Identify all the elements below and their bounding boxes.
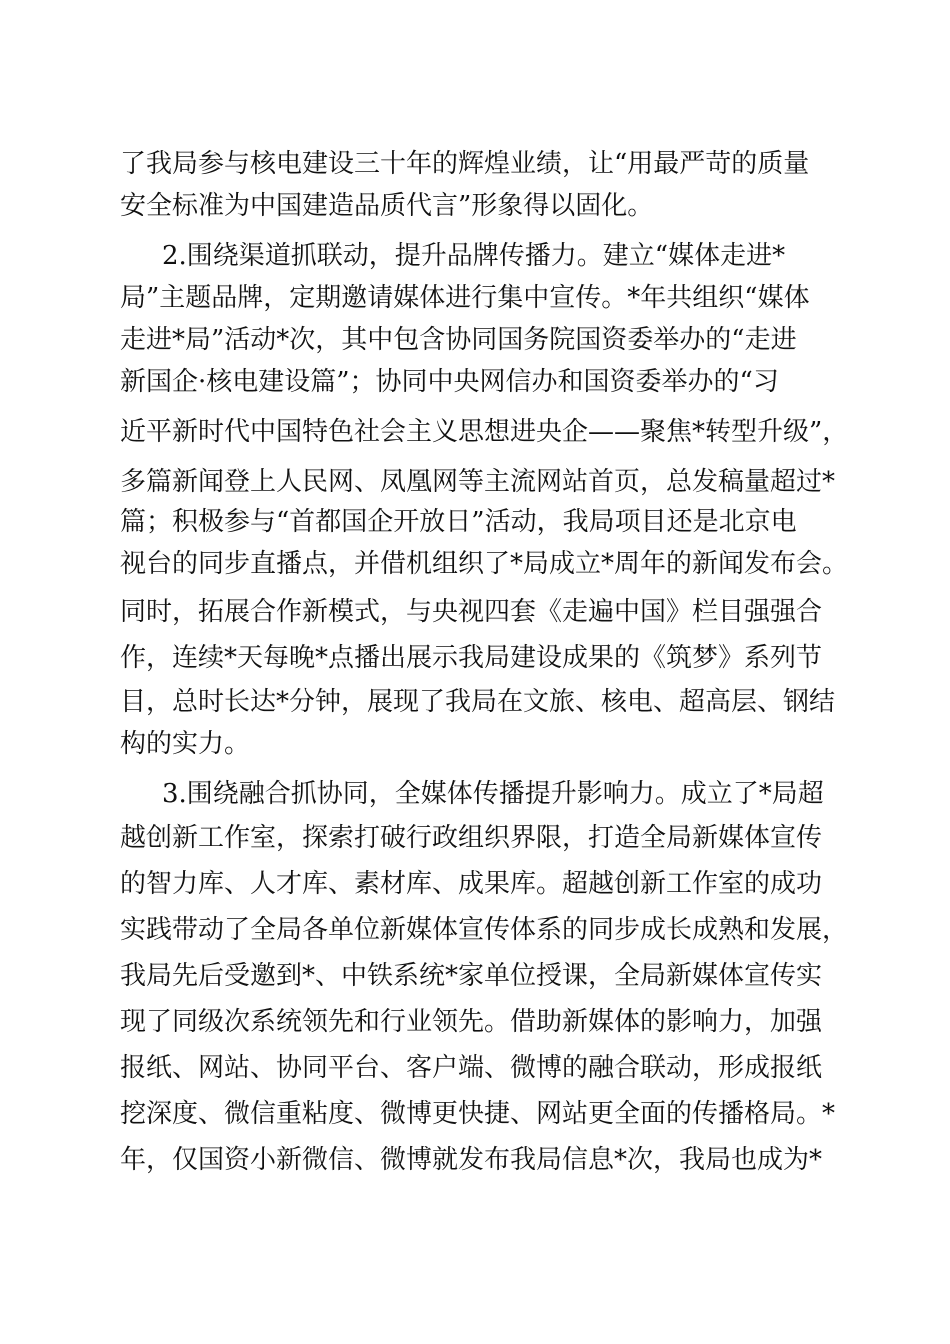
text-line: 视台的同步直播点，并借机组织了*局成立*周年的新闻发布会。	[120, 549, 849, 579]
text-line: 报纸、网站、协同平台、客户端、微博的融合联动，形成报纸	[120, 1053, 823, 1083]
text-line: 了我局参与核电建设三十年的辉煌业绩，让“用最严苛的质量	[120, 149, 810, 179]
text-line: 3.围绕融合抓协同，全媒体传播提升影响力。成立了*局超	[162, 779, 824, 809]
text-line: 实践带动了全局各单位新媒体宣传体系的同步成长成熟和发展，	[120, 915, 849, 945]
text-line: 现了同级次系统领先和行业领先。借助新媒体的影响力，加强	[120, 1007, 823, 1037]
text-line: 局”主题品牌，定期邀请媒体进行集中宣传。*年共组织“媒体	[120, 283, 810, 313]
text-line: 年，仅国资小新微信、微博就发布我局信息*次，我局也成为*	[120, 1145, 823, 1175]
text-line: 构的实力。	[120, 729, 251, 759]
text-line: 同时，拓展合作新模式，与央视四套《走遍中国》栏目强强合	[120, 597, 823, 627]
text-line: 多篇新闻登上人民网、凤凰网等主流网站首页，总发稿量超过*	[120, 467, 836, 497]
text-line: 篇；积极参与“首都国企开放日”活动，我局项目还是北京电	[120, 507, 797, 537]
text-line: 作，连续*天每晚*点播出展示我局建设成果的《筑梦》系列节	[120, 643, 823, 673]
text-line: 我局先后受邀到*、中铁系统*家单位授课，全局新媒体宣传实	[120, 961, 823, 991]
text-line: 越创新工作室，探索打破行政组织界限，打造全局新媒体宣传	[120, 823, 823, 853]
text-line: 2.围绕渠道抓联动，提升品牌传播力。建立“媒体走进*	[162, 241, 786, 271]
text-line: 安全标准为中国建造品质代言”形象得以固化。	[120, 191, 654, 221]
text-line: 新国企·核电建设篇”；协同中央网信办和国资委举办的“习	[120, 367, 779, 397]
text-line: 走进*局”活动*次，其中包含协同国务院国资委举办的“走进	[120, 325, 797, 355]
text-line: 近平新时代中国特色社会主义思想进央企——聚焦*转型升级”，	[120, 417, 849, 447]
text-line: 目，总时长达*分钟，展现了我局在文旅、核电、超高层、钢结	[120, 687, 836, 717]
text-line: 挖深度、微信重粘度、微博更快捷、网站更全面的传播格局。*	[120, 1099, 836, 1129]
text-line: 的智力库、人才库、素材库、成果库。超越创新工作室的成功	[120, 869, 823, 899]
